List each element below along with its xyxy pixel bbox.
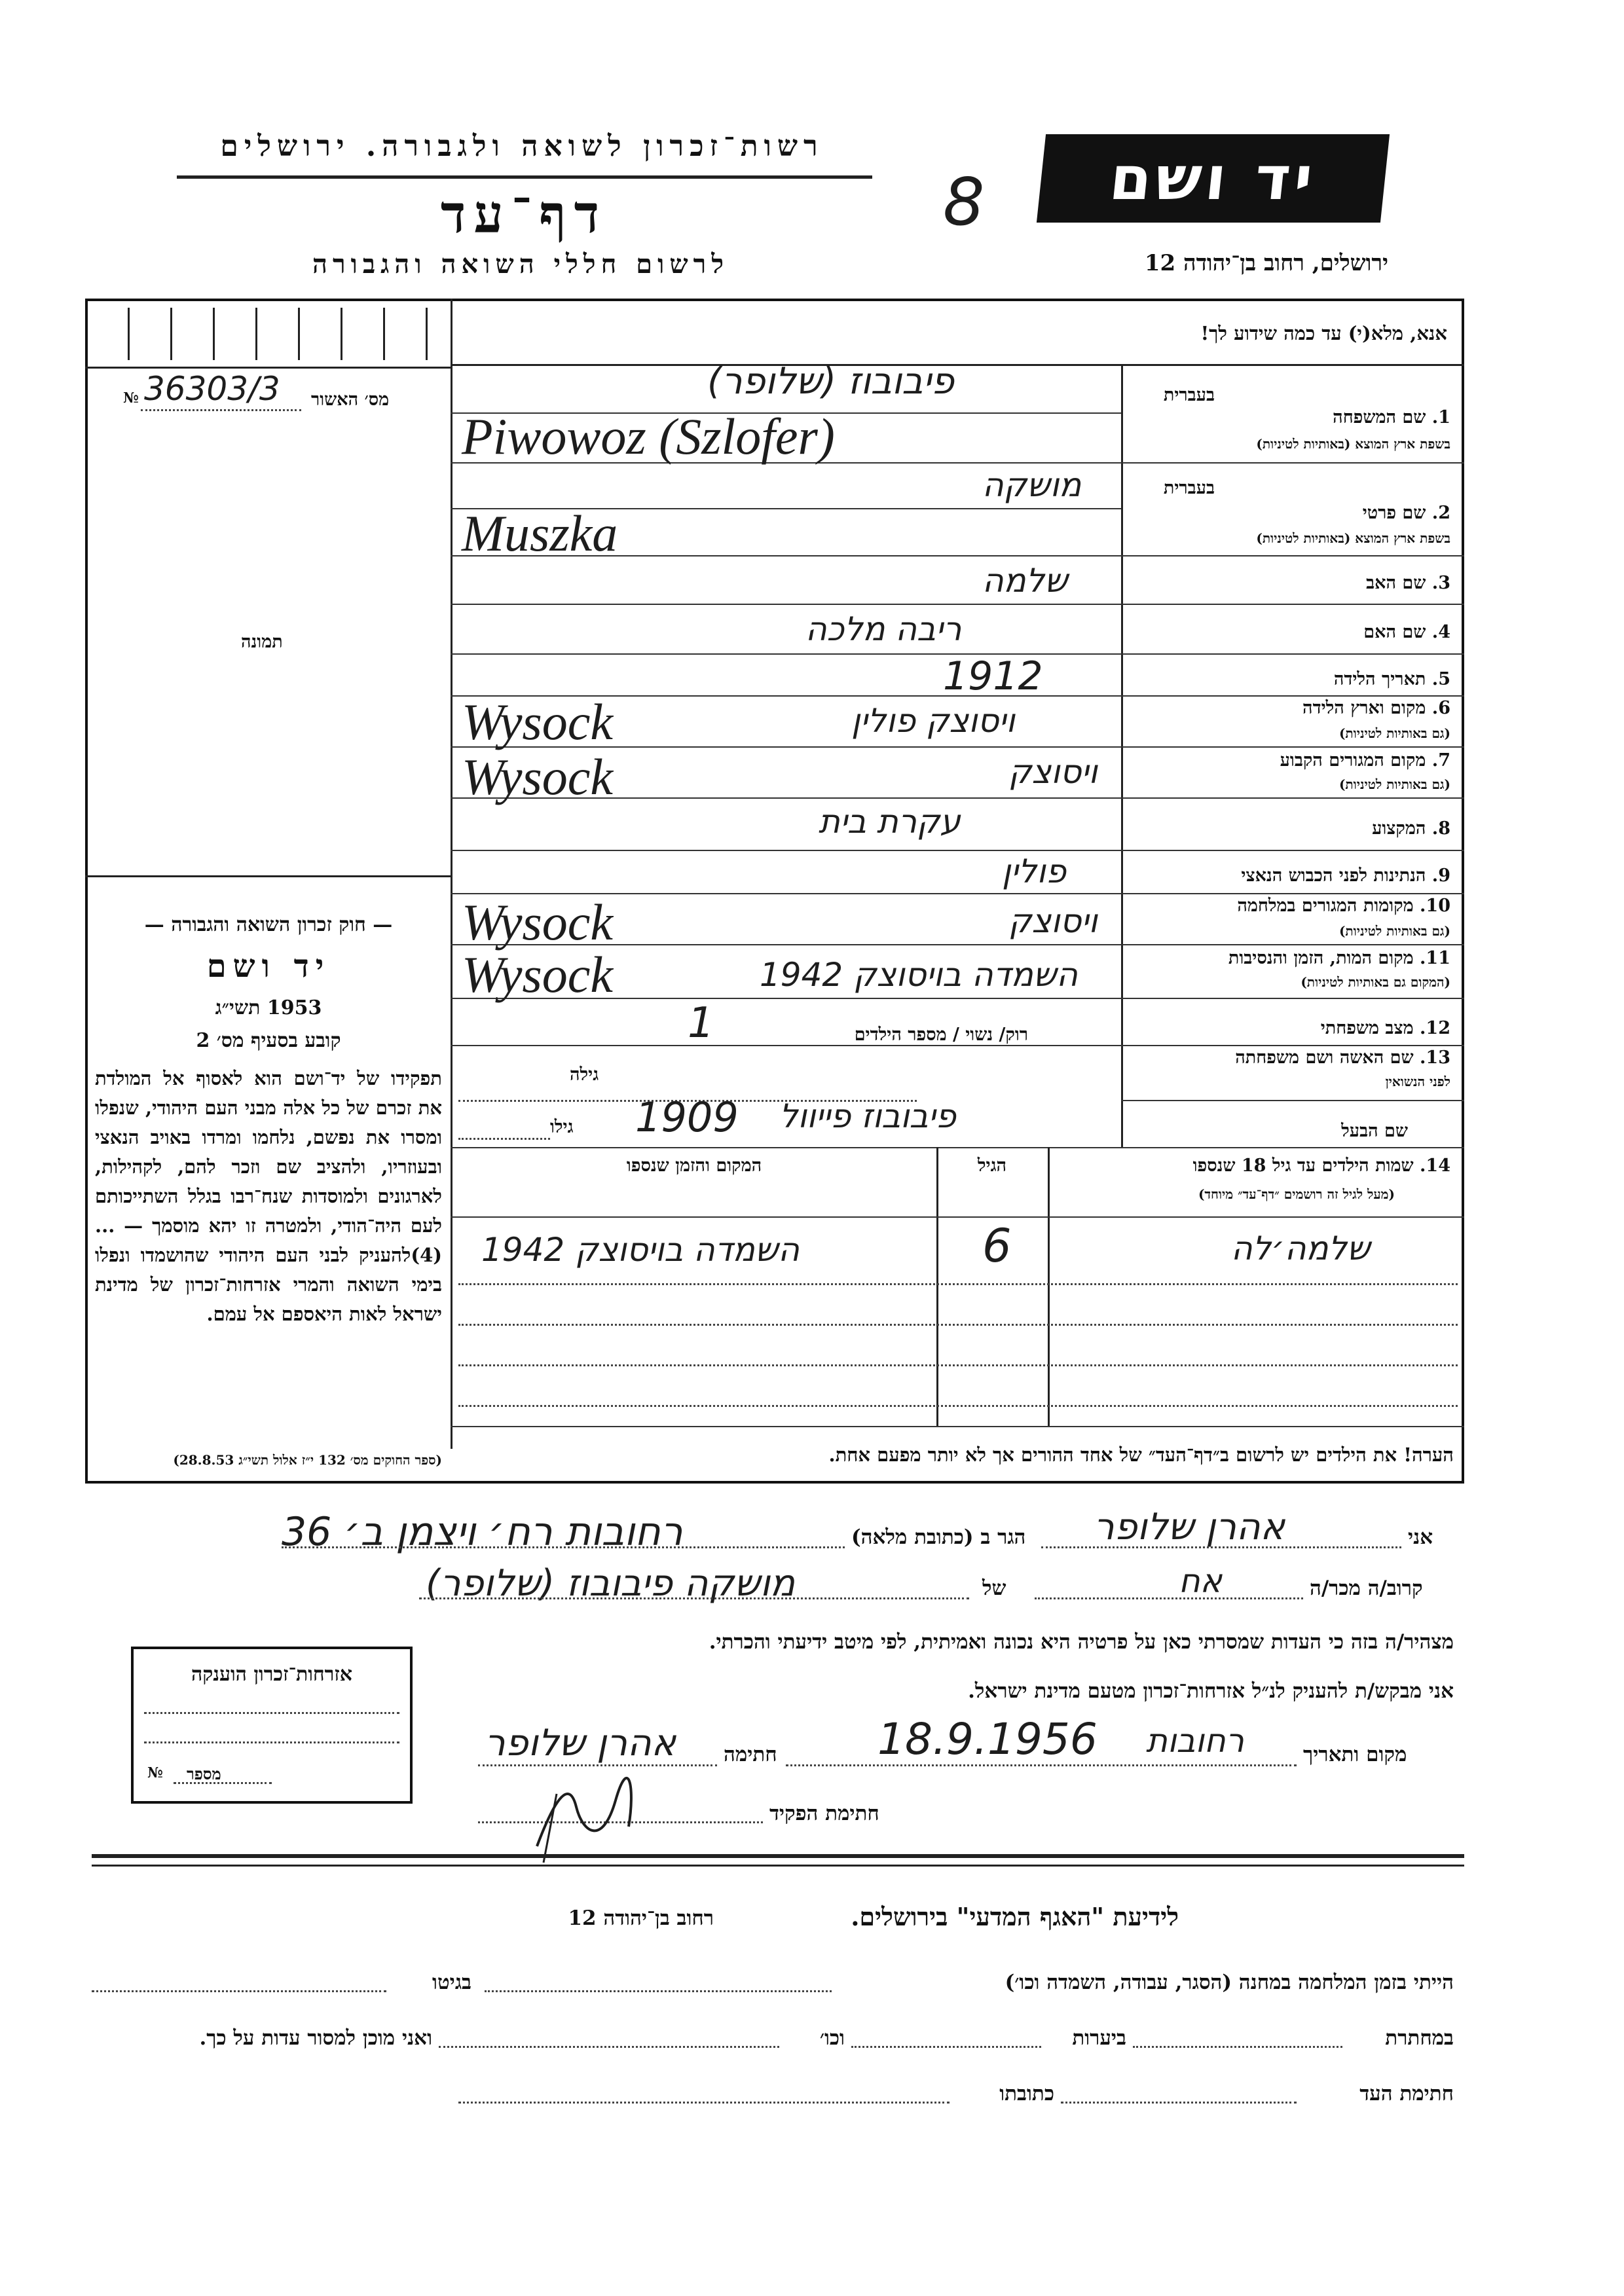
officer-signature-scribble (517, 1768, 648, 1866)
note-text: הערה! את הילדים יש לרשום ב״דף־העד״ של אחד ההורים אך לא יותר מפעם אחת. (828, 1444, 1454, 1466)
child-name-value: שלמה׳לה (1231, 1230, 1371, 1267)
place-value: רחובות (1146, 1722, 1244, 1760)
place-date-label: מקום ותאריך (1303, 1743, 1407, 1766)
field-1-label: 1. שם המשפחה (1333, 407, 1450, 428)
label-hebrew-2: בעברית (1163, 478, 1215, 498)
wartime-residence-latin-value: Wysock (462, 894, 614, 951)
field-2-sublabel: בשפת ארץ המוצא (באותיות לטיניות) (1256, 530, 1450, 546)
death-circumstances-value: השמדה בויסוצק 1942 (760, 956, 1078, 994)
form-title: דף־עד (440, 183, 608, 245)
field-4-label: 4. שם האם (1363, 622, 1450, 642)
law-citation: (ספר החוקים מס׳ 132 י״ז אלול תשי״ג 28.8.53) (173, 1452, 442, 1468)
footer-etc-label: וכו׳ (819, 2026, 845, 2050)
declaration-ani: אני (1408, 1525, 1433, 1549)
field-2-label: 2. שם פרטי (1362, 503, 1450, 523)
footer-testimony-statement: ואני מוכן למסור עדות על כך. (199, 2026, 432, 2050)
address-header: ירושלים, רחוב בן־יהודה 12 (1144, 250, 1388, 276)
field-9-label: 9. הנתינות לפני הכבוש הנאצי (1241, 866, 1450, 886)
footer-witness-signature-label: חתימת העד (1359, 2082, 1454, 2105)
law-year: 1953 תשי״ג (215, 996, 322, 1019)
birthplace-hebrew-value: ויסוצק פולין (851, 702, 1015, 740)
footer-forests-label: ביערות (1072, 2026, 1126, 2050)
child-age-value: 6 (982, 1219, 1012, 1273)
child-place-value: השמדה בויסוצק 1942 (481, 1231, 800, 1269)
yad-vashem-logo (1037, 134, 1390, 223)
logo-text: יד ושם (1106, 143, 1320, 213)
field-8-label: 8. המקצוע (1372, 818, 1450, 839)
relation-value: אח (1179, 1562, 1223, 1600)
footer-underground-label: במחתרת (1385, 2026, 1454, 2050)
law-text: תפקידו של יד־ושם הוא לאסוף אל המולדת את זכרם של כל אלה מבני העם היהודי, שנפלו ומסרו את נפשם, נלחמו ומרדו באויב הנאצי ובעוזריו, ולהציב שם וזכר להם, לקהילות, לארגונים ולמוסדות שנח־רבו בגלל השתייכותם לעם היה־הודי, ולמטרה זו יהא מוסמך — ...(4)להעניק לבני העם היהודי שהושמדו ונפלו בימי השואה והמרי אזרחות־זכרון של מדינת ישראל לאות היאספם אל עמם. (95, 1067, 442, 1325)
children-count-value: 1 (688, 999, 714, 1048)
birthplace-latin-value: Wysock (462, 693, 614, 750)
law-section: קובע בסעיף מס׳ 2 (196, 1029, 341, 1052)
surname-hebrew-value: פיבובוז (שלופר) (707, 360, 954, 403)
husband-age-label: גילו (550, 1117, 574, 1137)
wartime-residence-hebrew-value: ויסוצק (1008, 902, 1098, 940)
declarant-name-value: אהרן שלופר (1094, 1506, 1285, 1548)
form-subtitle: לרשום חללי השואה והגבורה (312, 249, 729, 280)
children-names-column-subheader: (מעל לגיל זה רושמים ״דף־עד״ מיוחד) (1198, 1186, 1395, 1202)
children-place-column-header: המקום והזמן שנספו (626, 1156, 762, 1176)
officer-signature-label: חתימת הפקיד (769, 1802, 879, 1825)
stamp-box-number-label: מספר (187, 1764, 221, 1783)
marital-status-options: רוק/ נשוי / מספר הילדים (854, 1025, 1028, 1045)
occupation-value: עקרת בית (819, 803, 961, 841)
nationality-value: פולין (1002, 852, 1067, 890)
signature-value: אהרן שלופר (485, 1722, 676, 1764)
residence-hebrew-value: ויסוצק (1008, 753, 1098, 791)
organization-name: רשות־זכרון לשואה ולגבורה. ירושלים (220, 130, 824, 163)
resides-label: הגר ב (כתובת מלאה) (851, 1525, 1026, 1549)
approval-number-prefix: № (123, 390, 139, 407)
date-value: 18.9.1956 (877, 1714, 1098, 1764)
footer-title: לידיעת "האגף המדעי" בירושלים. (851, 1902, 1179, 1931)
field-13-label: 13. שם האשה ושם משפחתה (1235, 1048, 1450, 1068)
wife-age-label: גילה (570, 1065, 599, 1085)
declaration-request: אני מבקש/ת להעניק לנ״ל אזרחות־זכרון מטעם מדינת ישראל. (968, 1679, 1454, 1703)
instruction-text: אנא, מלא(י) עד כמה שידוע לך! (1200, 322, 1447, 344)
field-1-sublabel: בשפת ארץ המוצא (באותיות לטיניות) (1256, 436, 1450, 452)
field-13-sublabel: לפני הנשואין (1385, 1074, 1450, 1089)
footer-address: רחוב בן־יהודה 12 (568, 1906, 714, 1930)
approval-number-label: מס׳ האשור (311, 390, 390, 410)
field-7-label: 7. מקום המגורים הקבוע (1280, 750, 1450, 771)
residence-latin-value: Wysock (462, 748, 614, 805)
children-age-column-header: הגיל (977, 1156, 1007, 1176)
footer-address-label: כתובתו (999, 2082, 1054, 2105)
of-person-label: של (982, 1576, 1006, 1600)
photo-label: תמונה (241, 632, 283, 652)
approval-number-value: 36303/3 (144, 370, 280, 408)
footer-ghetto-label: בגיטו (432, 1971, 471, 1994)
field-5-label: 5. תאריך הלידה (1333, 669, 1450, 689)
handwritten-page-number: 8 (943, 164, 985, 240)
signature-label: חתימה (724, 1743, 777, 1766)
relation-label: קרוב/ה מכר/ה (1310, 1576, 1423, 1600)
declarant-address-value: רחובות רח׳ ויצמן ב׳ 36 (282, 1509, 683, 1555)
footer-camp-label: הייתי בזמן המלחמה במחנה (הסגר, עבודה, השמדה וכו׳) (1005, 1971, 1454, 1994)
law-name: יד ושם (206, 948, 331, 985)
first-name-latin-value: Muszka (462, 505, 618, 562)
field-10-sublabel: (גם באותיות לטיניות) (1338, 923, 1450, 939)
field-3-label: 3. שם האב (1366, 573, 1450, 593)
field-12-label: 12. מצב משפחתי (1320, 1018, 1450, 1038)
mother-name-value: ריבה מלכה (805, 610, 962, 648)
label-hebrew-1: בעברית (1163, 385, 1215, 405)
birth-date-value: 1912 (943, 653, 1043, 699)
field-6-label: 6. מקום וארץ הלידה (1302, 698, 1450, 718)
of-person-value: מושקה פיבובוז (שלופר) (426, 1562, 796, 1605)
declaration-statement: מצהיר/ה בזה כי העדות שמסרתי כאן על פרטיה היא נכונה ואמיתית, לפי מיטב ידיעתי והכרתי. (709, 1630, 1454, 1654)
death-place-latin-value: Wysock (462, 946, 614, 1003)
husband-name-label: שם הבעל (1341, 1121, 1408, 1141)
first-name-hebrew-value: מושקה (982, 466, 1082, 504)
surname-latin-value: Piwowoz (Szlofer) (462, 408, 835, 465)
field-7-sublabel: (גם באותיות לטיניות) (1338, 776, 1450, 792)
father-name-value: שלמה (982, 562, 1068, 600)
stamp-box-title: אזרחות־זכרון הוענקה (191, 1663, 353, 1686)
law-heading: — חוק זכרון השואה והגבורה — (144, 913, 393, 936)
husband-name-value: פיבובוז פייוול (779, 1097, 956, 1135)
field-6-sublabel: (גם באותיות לטיניות) (1338, 725, 1450, 741)
field-10-label: 10. מקומות המגורים במלחמה (1237, 896, 1450, 916)
husband-birth-year-value: 1909 (635, 1093, 739, 1141)
field-11-sublabel: (המקום גם באותיות לטיניות) (1301, 974, 1450, 990)
field-11-label: 11. מקום המות, הזמן והנסיבות (1228, 948, 1450, 968)
stamp-box-number-prefix: № (147, 1764, 163, 1781)
children-names-column-header: 14. שמות הילדים עד גיל 18 שנספו (1192, 1156, 1450, 1176)
